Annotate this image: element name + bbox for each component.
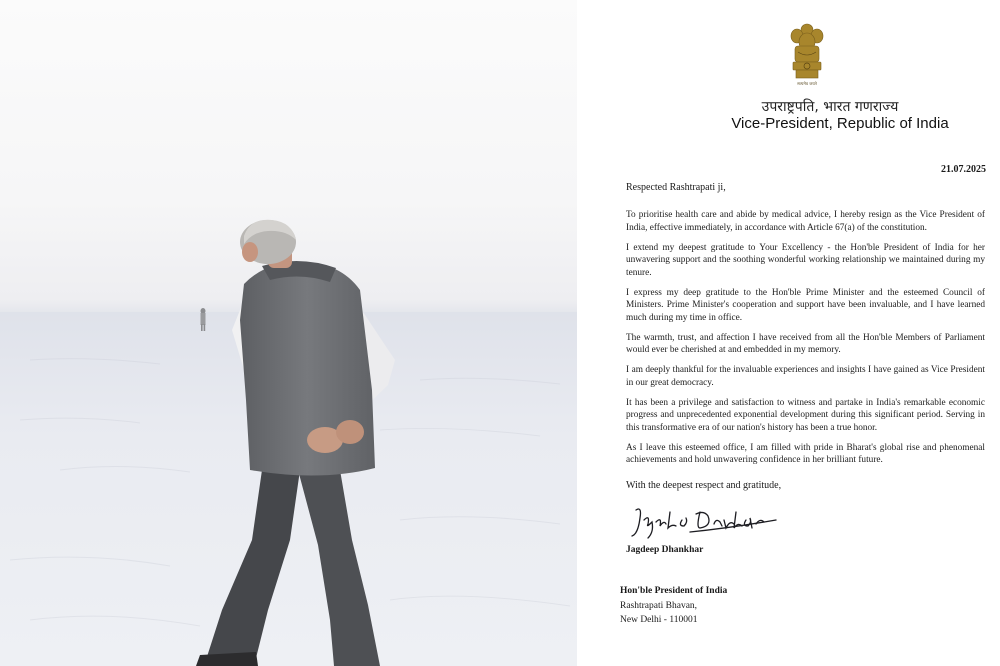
addressee-line: New Delhi - 110001: [620, 615, 698, 625]
office-title-hindi: उपराष्ट्रपति, भारत गणराज्य: [761, 99, 899, 115]
closing-line: With the deepest respect and gratitude,: [626, 480, 782, 491]
letter-body: [626, 209, 985, 474]
addressee-line: Rashtrapati Bhavan,: [620, 600, 698, 611]
paragraph: It has been a privilege and satisfaction to witness and partake in India's remarkable economic progress and unprecedented exponential development during this significant period. Serving in this transformative era of our nation's history has been a true honor.: [626, 397, 985, 433]
letter-date: 21.07.2025: [941, 164, 986, 175]
office-title-english: Vice-President, Republic of India: [731, 115, 949, 132]
signer-name: Jagdeep Dhankhar: [626, 545, 704, 555]
paragraph: The warmth, trust, and affection I have received from all the Hon'ble Members of Parliament would ever be cherished at and embedded in my memory.: [626, 332, 985, 355]
handwritten-signature: [630, 498, 780, 542]
paragraph: As I leave this esteemed office, I am filled with pride in Bharat's global rise and phenomenal achievements and hold unwavering confidence in her brilliant future.: [626, 442, 985, 465]
paragraph: I extend my deepest gratitude to Your Excellency - the Hon'ble President of India for her unwavering support and the soothing wonderful working relationship we maintained during my tenure.: [626, 242, 985, 278]
salutation: Respected Rashtrapati ji,: [626, 182, 726, 193]
addressee-title: Hon'ble President of India: [620, 586, 728, 596]
emblem-motto: सत्यमेव जयते: [797, 81, 817, 86]
paragraph: I am deeply thankful for the invaluable experiences and insights I have gained as Vice President in our great democracy.: [626, 365, 985, 388]
paragraph: I express my deep gratitude to the Hon'ble Prime Minister and the esteemed Council of Ministers. Prime Minister's cooperation and support have been invaluable, and I have learned much during my time in office.: [626, 287, 985, 323]
addressee-block: [620, 584, 727, 628]
letter-page: [580, 0, 1000, 666]
paragraph: To prioritise health care and abide by medical advice, I hereby resign as the Vice President of India, effective immediately, in accordance with Article 67(a) of the constitution.: [626, 210, 985, 233]
